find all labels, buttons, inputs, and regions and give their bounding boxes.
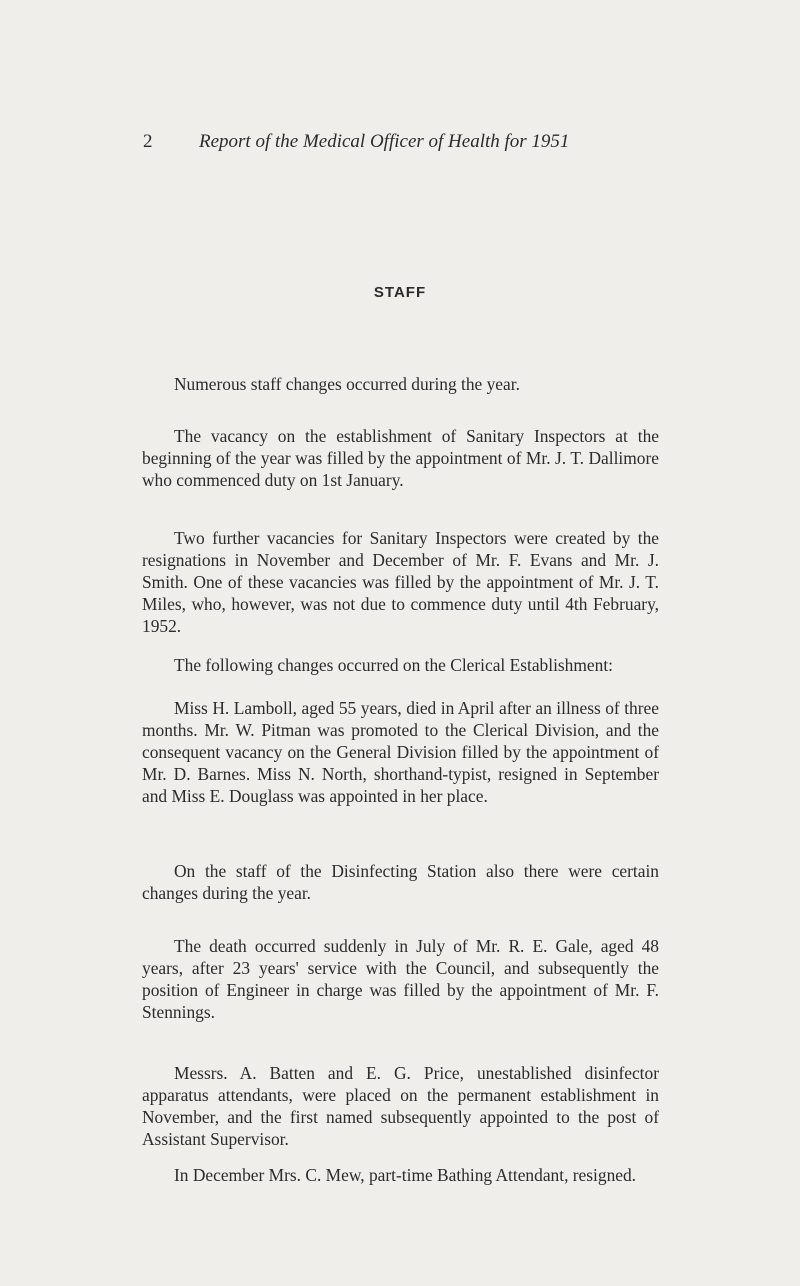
paragraph-attendants: Messrs. A. Batten and E. G. Price, unestablished disinfector apparatus attendants, were placed on the permanent establishment in November, and the first named subsequently appointed to the post of Assistant Supervisor. bbox=[142, 1063, 659, 1149]
page-number: 2 bbox=[143, 131, 153, 152]
paragraph-clerical-intro: The following changes occurred on the Clerical Establishment: bbox=[174, 655, 613, 675]
paragraph-disinfecting-station: On the staff of the Disinfecting Station also there were certain changes during the year. bbox=[142, 861, 659, 903]
paragraph-bathing-attendant: In December Mrs. C. Mew, part-time Bathing Attendant, resigned. bbox=[174, 1165, 637, 1185]
running-header bbox=[143, 130, 663, 154]
paragraph-sanitary-vacancy: The vacancy on the establishment of Sanitary Inspectors at the beginning of the year was filled by the appointment of Mr. J. T. Dallimore who commenced duty on 1st January. bbox=[142, 426, 659, 490]
paragraph-further-vacancies: Two further vacancies for Sanitary Inspectors were created by the resignations in November and December of Mr. F. Evans and Mr. J. Smith. One of these vacancies was filled by the appointment of Mr. J. T. Miles, who, however, was not due to commence duty until 4th February, 1952. bbox=[142, 528, 659, 636]
paragraph-clerical-changes: Miss H. Lamboll, aged 55 years, died in April after an illness of three months. Mr. W. Pitman was promoted to the Clerical Division, and the consequent vacancy on the General Division filled by the appointment of Mr. D. Barnes. Miss N. North, shorthand-typist, resigned in September and Miss E. Douglass was appointed in her place. bbox=[142, 698, 659, 806]
paragraph-engineer-death: The death occurred suddenly in July of Mr. R. E. Gale, aged 48 years, after 23 years' service with the Council, and subsequently the position of Engineer in charge was filled by the appointment of Mr. F. Stennings. bbox=[142, 936, 659, 1022]
paragraph-staff-changes: Numerous staff changes occurred during the year. bbox=[174, 374, 520, 394]
section-heading: STAFF bbox=[373, 284, 427, 301]
header-title: Report of the Medical Officer of Health for 1951 bbox=[199, 131, 570, 152]
